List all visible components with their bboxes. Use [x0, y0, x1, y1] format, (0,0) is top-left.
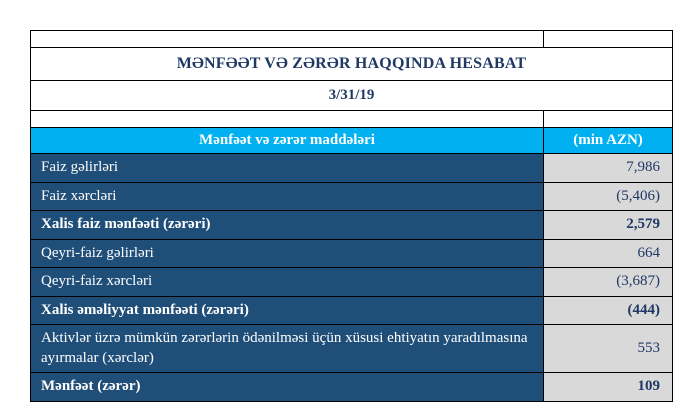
table-row-subtotal: [31, 296, 673, 325]
table-row: [31, 325, 673, 373]
date-row: [31, 81, 673, 111]
profit-loss-table: [30, 30, 673, 402]
report-date: 3/31/19: [31, 81, 673, 111]
row-value: 2,579: [544, 211, 673, 240]
spacer-cell: [31, 31, 544, 48]
row-label: Xalis faiz mənfəəti (zərəri): [31, 211, 544, 240]
row-label: Mənfəət (zərər): [31, 373, 544, 402]
table-row-subtotal: [31, 211, 673, 240]
row-value: (3,687): [544, 268, 673, 297]
table-row-total: [31, 373, 673, 402]
row-value: 553: [544, 325, 673, 373]
row-value: (444): [544, 296, 673, 325]
row-value: 7,986: [544, 154, 673, 183]
table-row: [31, 154, 673, 183]
row-label: Aktivlər üzrə mümkün zərərlərin ödənilməsi üçün xüsusi ehtiyatın yaradılmasına ayırmalar (xərclər): [31, 325, 544, 373]
report-title: MƏNFƏƏT VƏ ZƏRƏR HAQQINDA HESABAT: [31, 48, 673, 81]
table-row: [31, 268, 673, 297]
column-header-unit: (min AZN): [544, 128, 673, 154]
spacer-cell: [544, 111, 673, 128]
row-value: 664: [544, 239, 673, 268]
table-row: [31, 239, 673, 268]
row-label: Faiz gəlirləri: [31, 154, 544, 183]
spacer-row-top: [31, 31, 673, 48]
spacer-cell: [544, 31, 673, 48]
row-value: 109: [544, 373, 673, 402]
column-header-items: Mənfəət və zərər maddələri: [31, 128, 544, 154]
row-value: (5,406): [544, 182, 673, 211]
spacer-cell: [31, 111, 544, 128]
title-row: [31, 48, 673, 81]
table-row: [31, 182, 673, 211]
row-label: Qeyri-faiz gəlirləri: [31, 239, 544, 268]
row-label: Faiz xərcləri: [31, 182, 544, 211]
spacer-row-middle: [31, 111, 673, 128]
row-label: Qeyri-faiz xərcləri: [31, 268, 544, 297]
column-header-row: [31, 128, 673, 154]
row-label: Xalis əməliyyat mənfəəti (zərəri): [31, 296, 544, 325]
